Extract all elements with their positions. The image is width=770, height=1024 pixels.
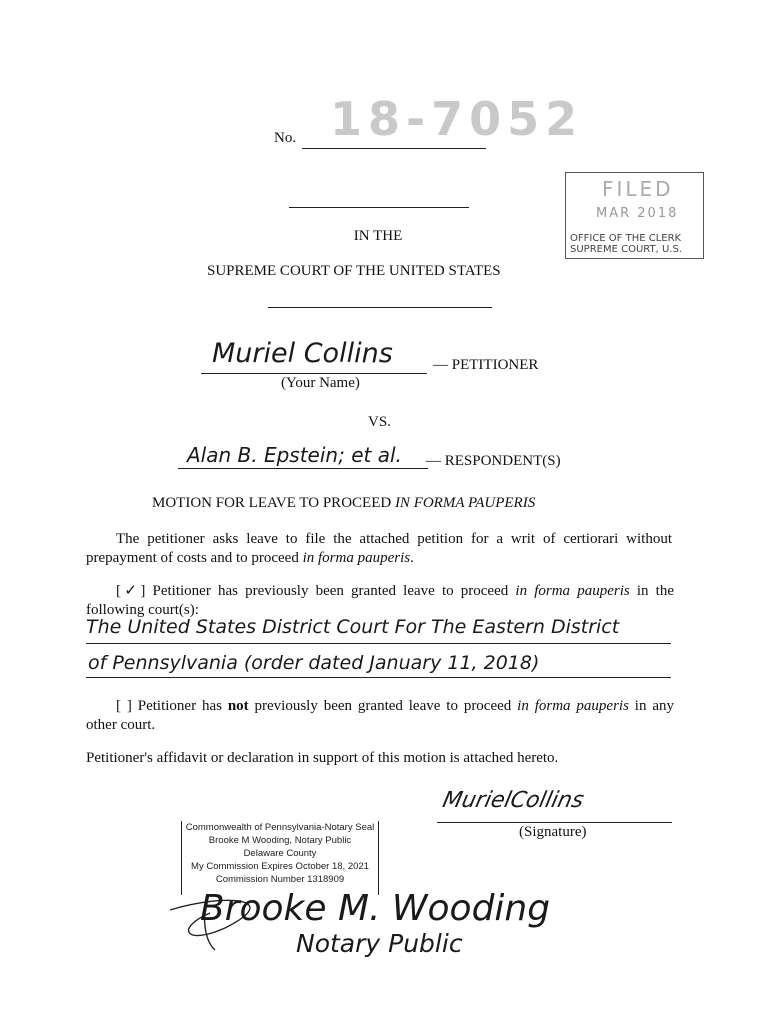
petitioner-signature: MurielCollins [440, 788, 586, 813]
notary-seal-line-3: Delaware County [243, 848, 317, 859]
court-line-rule-1 [86, 643, 671, 644]
versus-label: VS. [368, 414, 391, 430]
motion-title [152, 495, 535, 512]
stamp-office-line1: OFFICE OF THE CLERK [570, 233, 682, 244]
heading-rule-top [289, 207, 469, 208]
checked-checkbox: [✓] [116, 583, 146, 599]
request-end: . [410, 550, 414, 566]
signature-caption: (Signature) [519, 824, 587, 840]
court-line-rule-2 [86, 677, 671, 678]
no-leave-mid: previously been granted leave to proceed [248, 698, 518, 714]
affidavit-statement: Petitioner's affidavit or declaration in support of this motion is attached hereto. [86, 750, 559, 766]
heading-rule-bottom [268, 307, 492, 308]
stamp-date-text: MAR 2018 [596, 206, 679, 221]
respondent-name: Alan B. Epstein; et al. [187, 443, 402, 467]
notary-signature-title: Notary Public [296, 929, 463, 958]
prior-court-line-2: of Pennsylvania (order dated January 11, 2018) [88, 652, 540, 674]
unchecked-checkbox: [ ] [116, 698, 132, 714]
no-leave-not: not [227, 698, 249, 714]
in-the-heading: IN THE [353, 228, 403, 244]
docket-number-label: No. [274, 130, 297, 146]
petitioner-role: — PETITIONER [433, 357, 539, 373]
request-text: The petitioner asks leave to file the attached petition for a writ of certiorari without prepayment of costs and to proceed [86, 531, 672, 566]
respondent-name-line [178, 468, 428, 469]
court-name-heading: SUPREME COURT OF THE UNITED STATES [207, 263, 501, 279]
no-leave-end: in any other court. [86, 698, 674, 733]
notary-signature-name: Brooke M. Wooding [200, 888, 551, 929]
no-prior-leave-paragraph [86, 697, 674, 735]
no-leave-text: Petitioner has [131, 698, 228, 714]
prior-court-line-1: The United States District Court For The Eastern District [86, 616, 620, 638]
notary-seal [181, 821, 379, 895]
prior-leave-end: in the following court(s): [86, 583, 675, 618]
your-name-caption: (Your Name) [281, 375, 360, 391]
docket-number: 18-7052 [330, 92, 584, 146]
motion-title-italic: IN FORMA PAUPERIS [394, 495, 536, 511]
petitioner-name-line [201, 373, 427, 374]
respondent-role: — RESPONDENT(S) [426, 453, 561, 469]
notary-seal-line-4: My Commission Expires October 18, 2021 [191, 861, 369, 872]
request-paragraph [86, 530, 672, 568]
prior-leave-text: Petitioner has previously been granted leave to proceed [145, 583, 516, 599]
prior-leave-italic: in forma pauperis [515, 583, 630, 599]
filed-stamp [565, 172, 704, 259]
notary-seal-line-5: Commission Number 1318909 [215, 874, 345, 885]
docket-number-line [302, 148, 486, 149]
notary-seal-line-2: Brooke M Wooding, Notary Public [208, 835, 352, 846]
stamp-office-line2: SUPREME COURT, U.S. [570, 244, 682, 255]
request-italic: in forma pauperis [302, 550, 411, 566]
no-leave-italic: in forma pauperis [517, 698, 629, 714]
petitioner-name: Muriel Collins [212, 338, 393, 369]
notary-seal-line-1: Commonwealth of Pennsylvania-Notary Seal [185, 822, 375, 833]
prior-leave-paragraph [86, 582, 674, 620]
motion-title-text: MOTION FOR LEAVE TO PROCEED [152, 495, 395, 511]
signature-line [437, 822, 672, 823]
stamp-filed-text: FILED [602, 177, 674, 201]
